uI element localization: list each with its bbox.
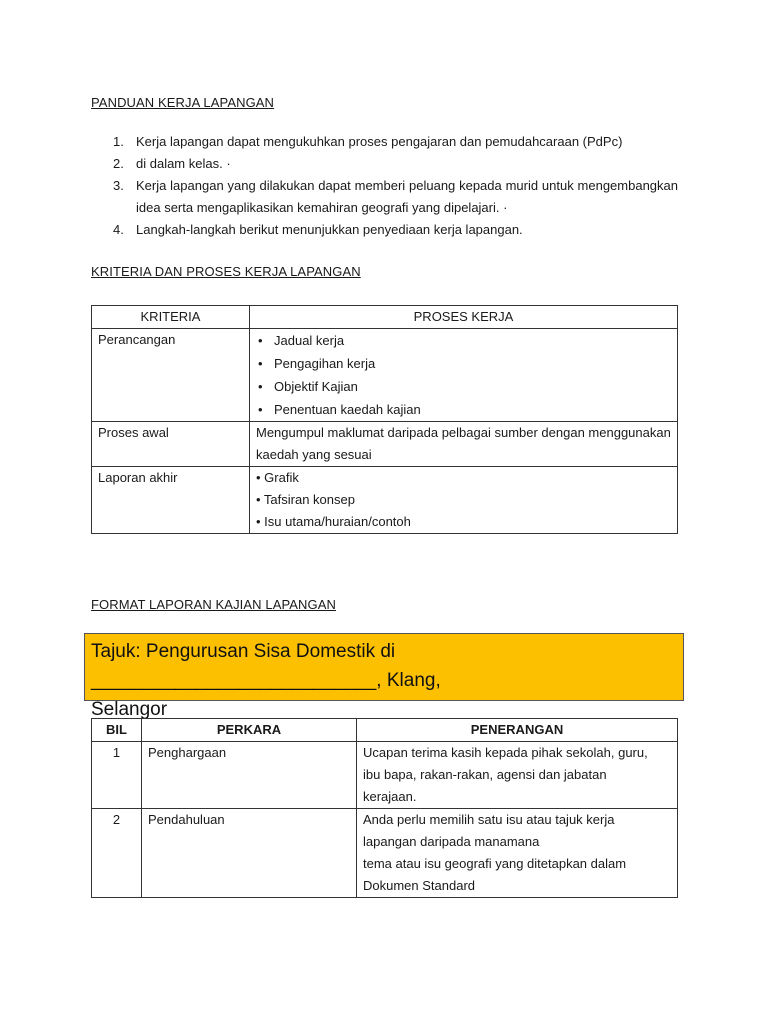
penerangan-line: Dokumen Standard [363, 878, 476, 893]
table-header-row [92, 306, 678, 329]
kriteria-cell: Laporan akhir [92, 467, 250, 534]
list-number: 2. [113, 156, 124, 171]
list-text: Kerja lapangan dapat mengukuhkan proses pengajaran dan pemudahcaraan (PdPc) [136, 134, 623, 149]
penerangan-line: lapangan daripada manamana [363, 834, 540, 849]
header-kriteria: KRITERIA [92, 306, 250, 329]
header-proses-kerja: PROSES KERJA [250, 306, 678, 329]
proses-cell [250, 467, 678, 534]
panduan-heading: PANDUAN KERJA LAPANGAN [91, 95, 275, 110]
bil-cell: 1 [92, 742, 142, 809]
bil-cell: 2 [92, 809, 142, 898]
penerangan-line: Ucapan terima kasih kepada pihak sekolah, guru, [363, 745, 648, 760]
list-number: 4. [113, 222, 124, 237]
table-row [92, 329, 678, 422]
penerangan-cell [357, 742, 678, 809]
kriteria-heading: KRITERIA DAN PROSES KERJA LAPANGAN [91, 264, 361, 279]
format-heading: FORMAT LAPORAN KAJIAN LAPANGAN [91, 597, 336, 612]
bullet-item: • Objektif Kajian [258, 375, 671, 398]
title-line-2: Selangor [91, 699, 168, 720]
kriteria-cell: Proses awal [92, 422, 250, 467]
list-number: 3. [113, 178, 124, 193]
perkara-cell: Penghargaan [142, 742, 357, 809]
table-header-row [92, 719, 678, 742]
bullet-item: • Jadual kerja [258, 329, 671, 352]
list-item [91, 219, 678, 241]
list-item [91, 131, 678, 153]
table-row [92, 467, 678, 534]
proses-text: kaedah yang sesuai [256, 447, 372, 462]
penerangan-line: Anda perlu memilih satu isu atau tajuk kerja [363, 812, 615, 827]
proses-text: Mengumpul maklumat daripada pelbagai sumber dengan menggunakan [256, 425, 671, 440]
header-bil: BIL [92, 719, 142, 742]
list-number: 1. [113, 134, 124, 149]
penerangan-line: tema atau isu geografi yang ditetapkan dalam [363, 856, 627, 871]
proses-cell [250, 329, 678, 422]
title-line: Tajuk: Pengurusan Sisa Domestik di ___________________________, Klang, [91, 641, 441, 691]
kriteria-table [91, 305, 678, 534]
kriteria-cell: Perancangan [92, 329, 250, 422]
bullet-item: • Penentuan kaedah kajian [258, 398, 671, 421]
list-item [91, 153, 678, 175]
bullet-list [258, 329, 671, 421]
proses-line: • Grafik [256, 470, 299, 485]
proses-line: • Tafsiran konsep [256, 492, 355, 507]
panduan-list [91, 131, 678, 241]
format-table [91, 718, 678, 898]
table-row [92, 809, 678, 898]
proses-line: • Isu utama/huraian/contoh [256, 514, 411, 529]
penerangan-cell [357, 809, 678, 898]
list-text: Kerja lapangan yang dilakukan dapat memberi peluang kepada murid untuk mengembangkan idea serta mengaplikasikan kemahiran geografi yang dipelajari. · [136, 178, 678, 215]
header-perkara: PERKARA [142, 719, 357, 742]
bullet-item: • Pengagihan kerja [258, 352, 671, 375]
penerangan-line: kerajaan. [363, 789, 417, 804]
table-row [92, 422, 678, 467]
header-penerangan: PENERANGAN [357, 719, 678, 742]
proses-cell [250, 422, 678, 467]
list-text: Langkah-langkah berikut menunjukkan penyediaan kerja lapangan. [136, 222, 523, 237]
title-banner [84, 633, 684, 720]
penerangan-line: ibu bapa, rakan-rakan, agensi dan jabatan [363, 767, 607, 782]
perkara-cell: Pendahuluan [142, 809, 357, 898]
list-text: di dalam kelas. · [136, 156, 231, 171]
list-item [91, 175, 678, 219]
table-row [92, 742, 678, 809]
